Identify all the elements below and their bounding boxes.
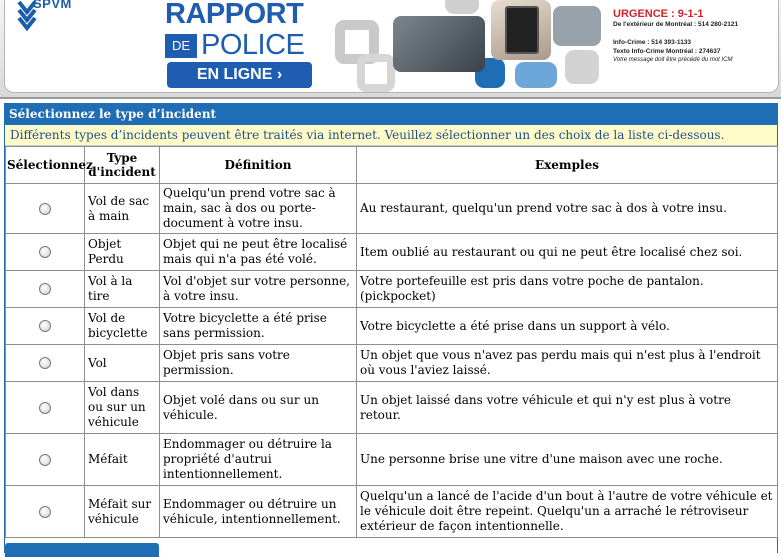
col-header-select: Sélectionnez — [6, 147, 85, 184]
incident-definition: Votre bicyclette a été prise sans permission. — [160, 308, 357, 345]
table-row — [6, 486, 778, 538]
select-radio[interactable] — [39, 203, 51, 215]
title-de: DE — [165, 34, 197, 58]
select-radio[interactable] — [39, 402, 51, 414]
incident-table — [5, 146, 778, 538]
incident-definition: Quelqu'un prend votre sac à main, sac à dos ou porte-document à votre insu. — [160, 184, 357, 234]
info-crime-text: Info-Crime : 514 393-1133 — [613, 39, 692, 46]
incident-example: Un objet que vous n'avez pas perdu mais qui n'est plus à l'endroit où vous l'aviez laissé. — [357, 345, 778, 382]
header-banner — [0, 0, 781, 99]
col-header-examples: Exemples — [357, 147, 778, 184]
urgence-text: URGENCE : 9-1-1 — [613, 8, 704, 20]
col-header-definition: Définition — [160, 147, 357, 184]
table-row — [6, 382, 778, 434]
incident-type: Objet Perdu — [85, 234, 160, 271]
table-row — [6, 271, 778, 308]
incident-type: Méfait — [85, 434, 160, 486]
exterieur-text: De l'extérieur de Montréal : 514 280-2121 — [613, 21, 739, 28]
incident-type: Vol dans ou sur un véhicule — [85, 382, 160, 434]
table-header-row — [6, 147, 778, 184]
col-header-type: Type d'incident — [85, 147, 160, 184]
incident-definition: Vol d'objet sur votre personne, à votre insu. — [160, 271, 357, 308]
select-radio[interactable] — [39, 283, 51, 295]
incident-example: Un objet laissé dans votre véhicule et qui n'y est plus à votre retour. — [357, 382, 778, 434]
decor-square — [445, 0, 479, 14]
incident-example: Au restaurant, quelqu'un prend votre sac à dos à votre insu. — [357, 184, 778, 234]
header-inner — [4, 0, 779, 93]
decor-square — [515, 62, 557, 88]
texto-note: Votre message doit être précédé du mot ICM — [613, 57, 733, 63]
incident-definition: Objet qui ne peut être localisé mais qui n'a pas été volé. — [160, 234, 357, 271]
incident-type: Vol de sac à main — [85, 184, 160, 234]
table-row — [6, 184, 778, 234]
incident-type-panel — [4, 103, 778, 553]
title-police: POLICE — [201, 29, 305, 61]
incident-definition: Objet pris sans votre permission. — [160, 345, 357, 382]
tablet-icon — [505, 6, 539, 54]
select-radio[interactable] — [39, 357, 51, 369]
table-row — [6, 308, 778, 345]
decor-square — [565, 50, 599, 84]
panel-title: Sélectionnez le type d’incident — [5, 104, 777, 125]
incident-definition: Objet volé dans ou sur un véhicule. — [160, 382, 357, 434]
decor-square — [357, 54, 395, 92]
incident-definition: Endommager ou détruire un véhicule, intentionnellement. — [160, 486, 357, 538]
incident-example: Item oublié au restaurant ou qui ne peut être localisé chez soi. — [357, 234, 778, 271]
keyboard-photo — [553, 6, 601, 46]
incident-example: Votre bicyclette a été prise dans un support à vélo. — [357, 308, 778, 345]
incident-definition: Endommager ou détruire la propriété d'autrui intentionnellement. — [160, 434, 357, 486]
texto-text: Texto Info-Crime Montréal : 274637 — [613, 48, 721, 55]
select-radio[interactable] — [39, 454, 51, 466]
logo-text: SPVM — [33, 0, 72, 11]
incident-example: Quelqu'un a lancé de l'acide d'un bout à l'autre de votre véhicule et le véhicule doit être repeint. Quelqu'un a arraché le rétroviseur extérieur de façon intentionnelle. — [357, 486, 778, 538]
panel-instructions: Différents types d’incidents peuvent être traités via internet. Veuillez sélectionner un des choix de la liste ci-dessous. — [5, 125, 777, 146]
incident-type: Vol à la tire — [85, 271, 160, 308]
incident-example: Votre portefeuille est pris dans votre poche de pantalon. (pickpocket) — [357, 271, 778, 308]
table-row — [6, 345, 778, 382]
title-rapport: RAPPORT — [165, 0, 304, 30]
select-radio[interactable] — [39, 506, 51, 518]
mouse-photo — [393, 16, 485, 72]
en-ligne-button[interactable]: EN LIGNE › — [167, 62, 312, 88]
incident-type: Méfait sur véhicule — [85, 486, 160, 538]
select-radio[interactable] — [39, 320, 51, 332]
emergency-contacts — [613, 8, 778, 64]
incident-type: Vol de bicyclette — [85, 308, 160, 345]
continue-button[interactable] — [5, 543, 159, 557]
table-row — [6, 434, 778, 486]
table-row — [6, 234, 778, 271]
incident-example: Une personne brise une vitre d'une maison avec une roche. — [357, 434, 778, 486]
select-radio[interactable] — [39, 246, 51, 258]
incident-type: Vol — [85, 345, 160, 382]
